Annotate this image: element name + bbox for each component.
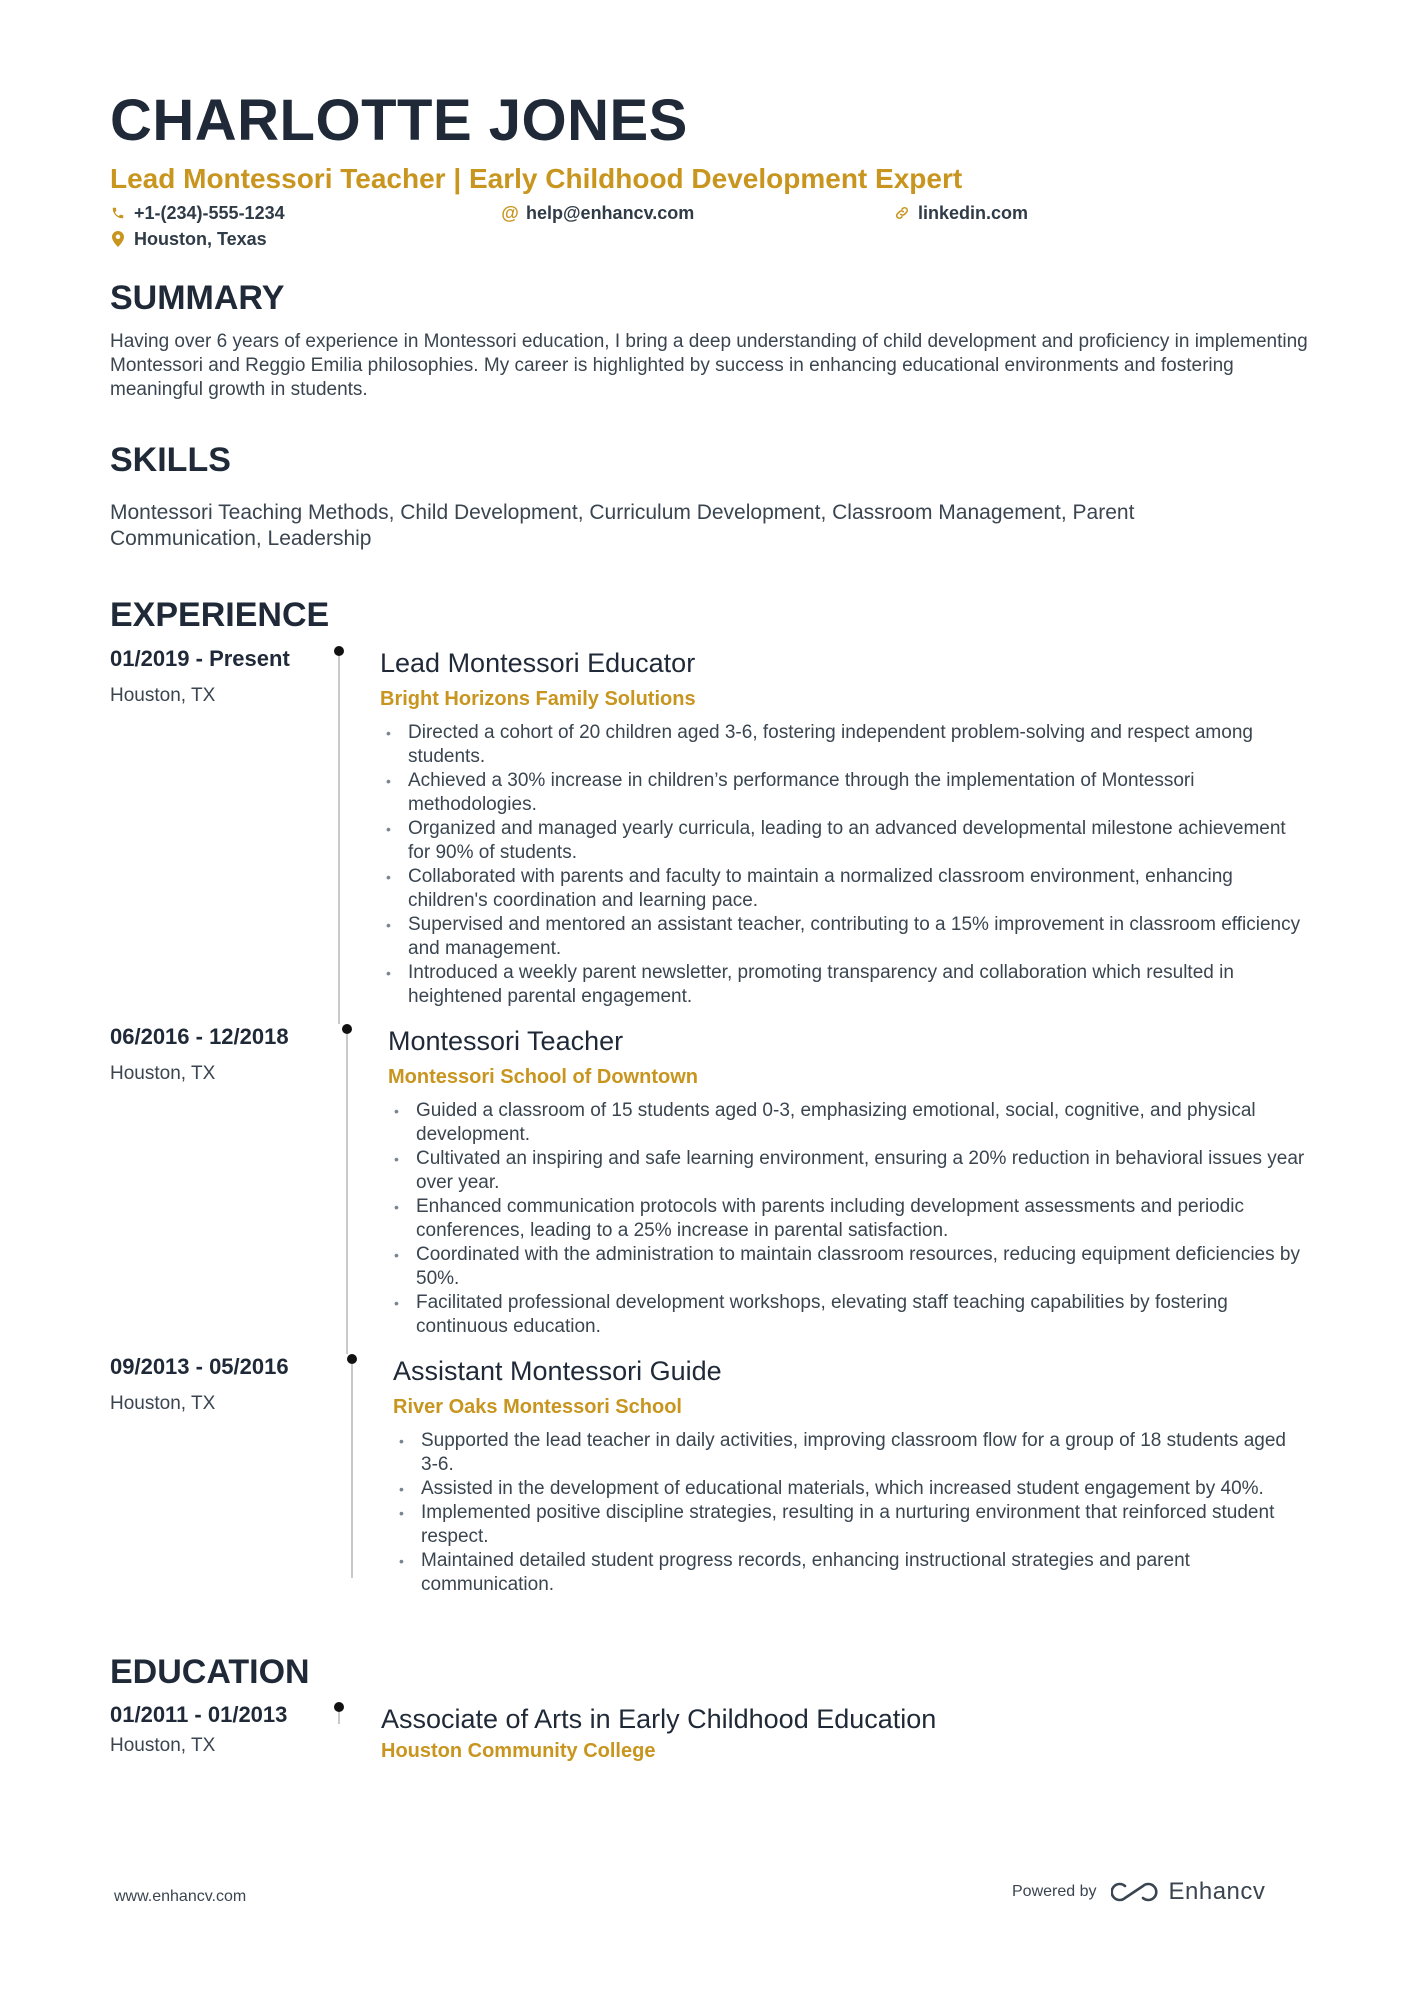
skills-title: SKILLS <box>110 441 231 479</box>
entry-bullets <box>388 1099 1308 1339</box>
enhancv-logo-icon <box>1111 1880 1159 1904</box>
entry-date: 06/2016 - 12/2018 <box>110 1024 289 1049</box>
entry-date: 09/2013 - 05/2016 <box>110 1354 289 1379</box>
timeline-line <box>338 656 340 1024</box>
summary-text: Having over 6 years of experience in Montessori education, I bring a deep understanding of child development and proficiency in implementing Montessori and Reggio Emilia philosophies. My career is highlighted by success in enhancing educational environments and fostering meaningful growth in students. <box>110 331 1308 400</box>
entry-content <box>388 1028 1308 1339</box>
bullet-item: • Maintained detailed student progress records, enhancing instructional strategies and parent communication. <box>399 1550 1190 1595</box>
entry-location: Houston, TX <box>110 685 216 706</box>
powered-by-text: Powered by <box>1012 1883 1097 1900</box>
entry-date: 01/2011 - 01/2013 <box>110 1702 288 1727</box>
entry-role: Lead Montessori Educator <box>380 648 696 678</box>
contact-email[interactable] <box>502 203 694 224</box>
education-title: EDUCATION <box>110 1653 310 1691</box>
candidate-headline: Lead Montessori Teacher | Early Childhood Development Expert <box>110 163 963 194</box>
bullet-item: • Cultivated an inspiring and safe learning environment, ensuring a 20% reduction in behavioral issues year over year. <box>394 1148 1305 1193</box>
bullet-item: • Guided a classroom of 15 students aged 0-3, emphasizing emotional, social, cognitive, and physical development. <box>394 1100 1256 1145</box>
bullet-item: • Achieved a 30% increase in children’s performance through the implementation of Montessori methodologies. <box>386 770 1195 815</box>
footer-website[interactable]: www.enhancv.com <box>114 1888 247 1905</box>
bullet-item: • Facilitated professional development workshops, elevating staff teaching capabilities by fostering continuous education. <box>394 1292 1228 1337</box>
bullet-item: • Coordinated with the administration to maintain classroom resources, reducing equipment deficiencies by 50%. <box>394 1244 1300 1289</box>
entry-company[interactable]: Montessori School of Downtown <box>388 1066 698 1088</box>
bullet-item: • Directed a cohort of 20 children aged 3-6, fostering independent problem-solving and respect among students. <box>386 722 1253 767</box>
entry-content <box>381 1706 1301 1761</box>
timeline-dot <box>334 1702 344 1712</box>
entry-company[interactable]: Bright Horizons Family Solutions <box>380 688 696 710</box>
location-pin-icon <box>110 230 126 248</box>
enhancv-brand[interactable] <box>1111 1878 1266 1906</box>
at-icon: @ <box>501 202 519 223</box>
entry-date: 01/2019 - Present <box>110 646 290 671</box>
timeline-line <box>351 1364 353 1578</box>
bullet-item: • Assisted in the development of educational materials, which increased student engagement by 40%. <box>399 1478 1264 1499</box>
contact-linkedin[interactable] <box>894 203 1028 224</box>
location-text: Houston, Texas <box>134 228 267 249</box>
phone-icon <box>110 204 126 222</box>
bullet-item: • Introduced a weekly parent newsletter, promoting transparency and collaboration which resulted in heightened parental engagement. <box>386 962 1234 1007</box>
bullet-item: • Implemented positive discipline strategies, resulting in a nurturing environment that reinforced student respect. <box>399 1502 1275 1547</box>
contact-info <box>110 203 1305 255</box>
bullet-item: • Organized and managed yearly curricula, leading to an advanced developmental milestone achievement for 90% of students. <box>386 818 1286 863</box>
bullet-item: • Collaborated with parents and faculty to maintain a normalized classroom environment, enhancing children's coordination and learning pace. <box>386 866 1233 911</box>
entry-company[interactable]: River Oaks Montessori School <box>393 1396 682 1418</box>
entry-school[interactable]: Houston Community College <box>381 1740 656 1762</box>
linkedin-text: linkedin.com <box>918 202 1029 223</box>
phone-text: +1-(234)-555-1234 <box>134 202 285 223</box>
footer-branding[interactable] <box>1012 1878 1265 1906</box>
entry-role: Assistant Montessori Guide <box>393 1356 722 1386</box>
resume-page <box>110 88 1305 255</box>
timeline-dot <box>334 646 344 656</box>
entry-degree: Associate of Arts in Early Childhood Education <box>381 1704 937 1734</box>
timeline-line <box>338 1712 340 1724</box>
brand-name: Enhancv <box>1168 1878 1266 1905</box>
entry-location: Houston, TX <box>110 1063 216 1084</box>
entry-bullets <box>380 721 1310 1009</box>
email-text: help@enhancv.com <box>526 202 695 223</box>
contact-location <box>110 229 267 250</box>
contact-phone[interactable] <box>110 203 285 224</box>
entry-role: Montessori Teacher <box>388 1026 624 1056</box>
bullet-item: • Enhanced communication protocols with parents including development assessments and periodic conferences, leading to a 25% increase in parental satisfaction. <box>394 1196 1245 1241</box>
entry-content <box>380 650 1310 1009</box>
link-icon <box>894 204 910 222</box>
entry-location: Houston, TX <box>110 1393 216 1414</box>
timeline-dot <box>342 1024 352 1034</box>
timeline-dot <box>347 1354 357 1364</box>
bullet-item: • Supported the lead teacher in daily activities, improving classroom flow for a group of 18 students aged 3-6. <box>399 1430 1286 1475</box>
timeline-line <box>346 1034 348 1354</box>
bullet-item: • Supervised and mentored an assistant teacher, contributing to a 15% improvement in classroom efficiency and management. <box>386 914 1301 959</box>
skills-text: Montessori Teaching Methods, Child Development, Curriculum Development, Classroom Management, Parent Communication, Leadership <box>110 501 1135 550</box>
experience-title: EXPERIENCE <box>110 596 330 634</box>
entry-bullets <box>393 1429 1308 1597</box>
entry-location: Houston, TX <box>110 1735 216 1756</box>
summary-title: SUMMARY <box>110 279 285 317</box>
entry-content <box>393 1358 1308 1597</box>
candidate-name: CHARLOTTE JONES <box>110 88 688 153</box>
